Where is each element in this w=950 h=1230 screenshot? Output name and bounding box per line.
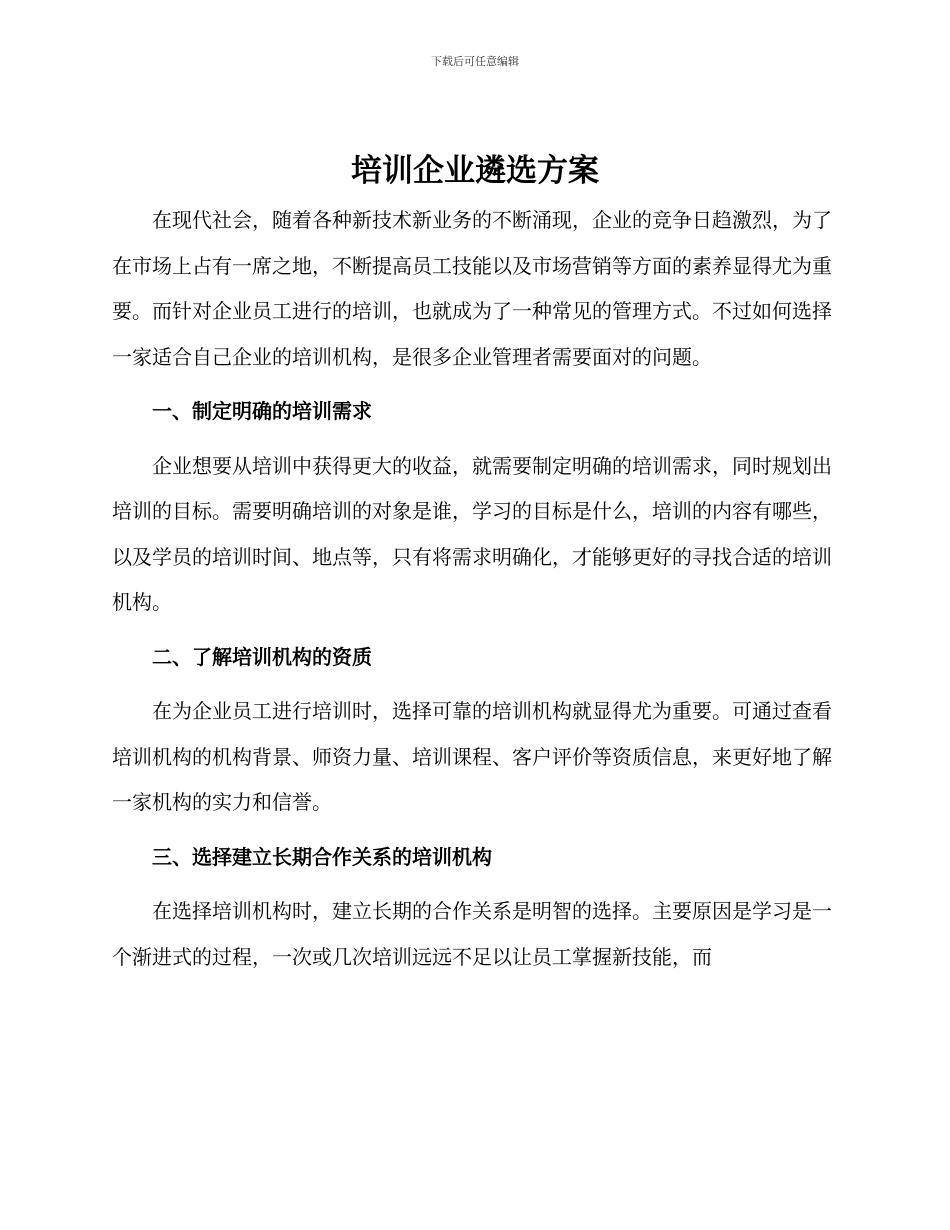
section-heading-1: 一、制定明确的培训需求 — [152, 399, 372, 423]
section-paragraph-1: 企业想要从培训中获得更大的收益，就需要制定明确的培训需求，同时规划出培训的目标。需要明确培训的对象是谁，学习的目标是什么，培训的内容有哪些，以及学员的培训时间、地点等，只有将需求明确化，才能够更好的寻找合适的培训机构。 — [112, 453, 832, 614]
section-paragraph-3: 在选择培训机构时，建立长期的合作关系是明智的选择。主要原因是学习是一个渐进式的过程，一次或几次培训远远不足以让员工掌握新技能，而 — [112, 899, 832, 969]
section-heading-3: 三、选择建立长期合作关系的培训机构 — [152, 844, 492, 869]
section-heading-2: 二、了解培训机构的资质 — [152, 644, 372, 669]
document-body — [112, 198, 832, 980]
intro-paragraph: 在现代社会，随着各种新技术新业务的不断涌现，企业的竞争日趋激烈，为了在市场上占有一席之地，不断提高员工技能以及市场营销等方面的素养显得尤为重要。而针对企业员工进行的培训，也就成为了一种常见的管理方式。不过如何选择一家适合自己企业的培训机构，是很多企业管理者需要面对的问题。 — [112, 208, 832, 369]
section-paragraph-2: 在为企业员工进行培训时，选择可靠的培训机构就显得尤为重要。可通过查看培训机构的机构背景、师资力量、培训课程、客户评价等资质信息，来更好地了解一家机构的实力和信誉。 — [112, 699, 832, 814]
page-header: 下载后可任意编辑 — [431, 55, 519, 68]
document-title: 培训企业遴选方案 — [351, 153, 599, 189]
